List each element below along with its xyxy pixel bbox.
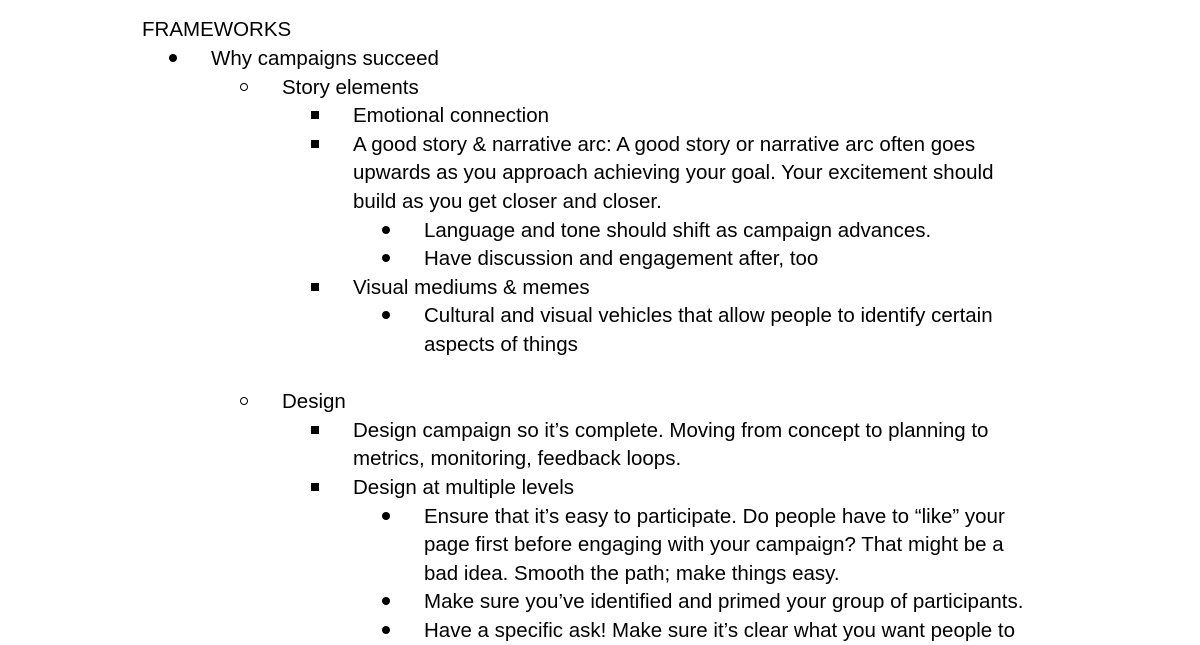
list-item-text: Language and tone should shift as campaign advances. (424, 218, 932, 242)
list-item-text: Story elements (282, 75, 419, 99)
list-item-text: Design (282, 390, 346, 414)
disc-bullet-icon (376, 244, 396, 273)
list-item-text: Emotional connection (353, 104, 550, 128)
square-bullet-icon (305, 416, 325, 445)
list-item-text: Ensure that it’s easy to participate. Do people have to “like” your (424, 504, 1005, 528)
list-item-text: aspects of things (424, 333, 578, 356)
list-item-text: Have discussion and engagement after, too (424, 247, 819, 271)
list-item-text: Design campaign so it’s complete. Moving from concept to planning to (353, 418, 989, 442)
list-item-text: build as you get closer and closer. (353, 190, 662, 213)
document-heading: FRAMEWORKS (142, 18, 292, 41)
disc-bullet-icon (376, 216, 396, 245)
list-item-text: Cultural and visual vehicles that allow people to identify certain (424, 304, 993, 328)
circle-bullet-icon (234, 73, 254, 102)
list-item-text: page first before engaging with your campaign? That might be a (424, 533, 1004, 557)
list-item-text: Have a specific ask! Make sure it’s clear what you want people to (424, 619, 1015, 642)
list-item-text: Make sure you’ve identified and primed your group of participants. (424, 590, 1024, 614)
list-item-text: upwards as you approach achieving your goal. Your excitement should (353, 161, 994, 185)
disc-bullet-icon (163, 44, 183, 73)
list-item-text: A good story & narrative arc: A good story or narrative arc often goes (353, 132, 976, 156)
disc-bullet-icon (376, 616, 396, 645)
disc-bullet-icon (376, 301, 396, 330)
list-item-text: metrics, monitoring, feedback loops. (353, 447, 682, 471)
disc-bullet-icon (376, 502, 396, 531)
circle-bullet-icon (234, 387, 254, 416)
list-item-text: Visual mediums & memes (353, 275, 590, 299)
square-bullet-icon (305, 130, 325, 159)
square-bullet-icon (305, 473, 325, 502)
square-bullet-icon (305, 101, 325, 130)
list-item-text: bad idea. Smooth the path; make things easy. (424, 561, 840, 585)
list-item-text: Why campaigns succeed (211, 47, 439, 70)
disc-bullet-icon (376, 587, 396, 616)
square-bullet-icon (305, 273, 325, 302)
list-item-text: Design at multiple levels (353, 476, 575, 499)
